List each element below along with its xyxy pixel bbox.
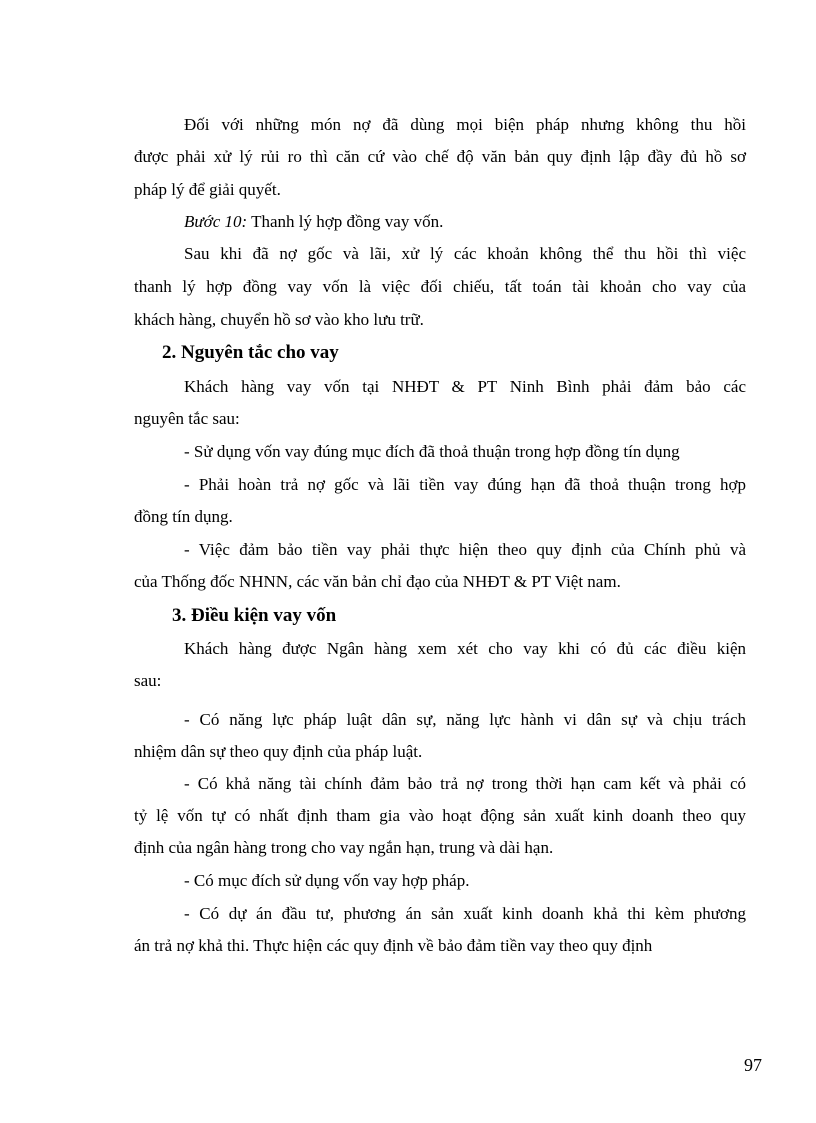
bullet-line: định của ngân hàng trong cho vay ngắn hạn, trung và dài hạn.: [134, 838, 554, 857]
paragraph-line: Sau khi đã nợ gốc và lãi, xử lý các khoản không thể thu hồi thì việc: [184, 244, 746, 263]
page-number: 97: [744, 1055, 762, 1075]
paragraph-line: khách hàng, chuyển hồ sơ vào kho lưu trữ.: [134, 310, 424, 329]
paragraph-line: sau:: [134, 671, 162, 690]
bullet-line: - Việc đảm bảo tiền vay phải thực hiện theo quy định của Chính phủ và: [184, 540, 746, 559]
paragraph-line: Đối với những món nợ đã dùng mọi biện pháp nhưng không thu hồi: [184, 115, 746, 134]
bullet-line: đồng tín dụng.: [134, 507, 233, 526]
step-text: Thanh lý hợp đồng vay vốn.: [247, 212, 444, 231]
section-heading: 3. Điều kiện vay vốn: [172, 605, 337, 626]
bullet-line: nhiệm dân sự theo quy định của pháp luật.: [134, 742, 423, 761]
paragraph-line: Khách hàng vay vốn tại NHĐT & PT Ninh Bình phải đảm bảo các: [184, 377, 746, 396]
bullet-line: - Có khả năng tài chính đảm bảo trả nợ trong thời hạn cam kết và phải có: [184, 774, 746, 793]
bullet-line: của Thống đốc NHNN, các văn bản chỉ đạo của NHĐT & PT Việt nam.: [134, 572, 621, 591]
bullet-line: tỷ lệ vốn tự có nhất định tham gia vào hoạt động sản xuất kinh doanh theo quy: [134, 806, 746, 825]
step-label: Bước 10:: [184, 212, 248, 231]
paragraph-line: nguyên tắc sau:: [134, 409, 240, 428]
bullet-line: án trả nợ khả thi. Thực hiện các quy định về bảo đảm tiền vay theo quy định: [134, 936, 653, 955]
step-10-line: [184, 211, 746, 233]
paragraph-line: được phải xử lý rủi ro thì căn cứ vào chế độ văn bản quy định lập đầy đủ hồ sơ: [134, 147, 746, 166]
section-heading: 2. Nguyên tắc cho vay: [162, 342, 339, 363]
paragraph-line: pháp lý để giải quyết.: [134, 180, 281, 199]
bullet-line: - Sử dụng vốn vay đúng mục đích đã thoả thuận trong hợp đồng tín dụng: [184, 442, 680, 461]
bullet-line: - Có năng lực pháp luật dân sự, năng lực hành vi dân sự và chịu trách: [184, 710, 746, 729]
paragraph-line: Khách hàng được Ngân hàng xem xét cho vay khi có đủ các điều kiện: [184, 639, 746, 658]
bullet-line: - Có dự án đầu tư, phương án sản xuất kinh doanh khả thi kèm phương: [184, 904, 746, 923]
paragraph-line: thanh lý hợp đồng vay vốn là việc đối chiếu, tất toán tài khoản cho vay của: [134, 277, 746, 296]
bullet-line: - Có mục đích sử dụng vốn vay hợp pháp.: [184, 871, 470, 890]
bullet-line: - Phải hoàn trả nợ gốc và lãi tiền vay đúng hạn đã thoả thuận trong hợp: [184, 475, 746, 494]
